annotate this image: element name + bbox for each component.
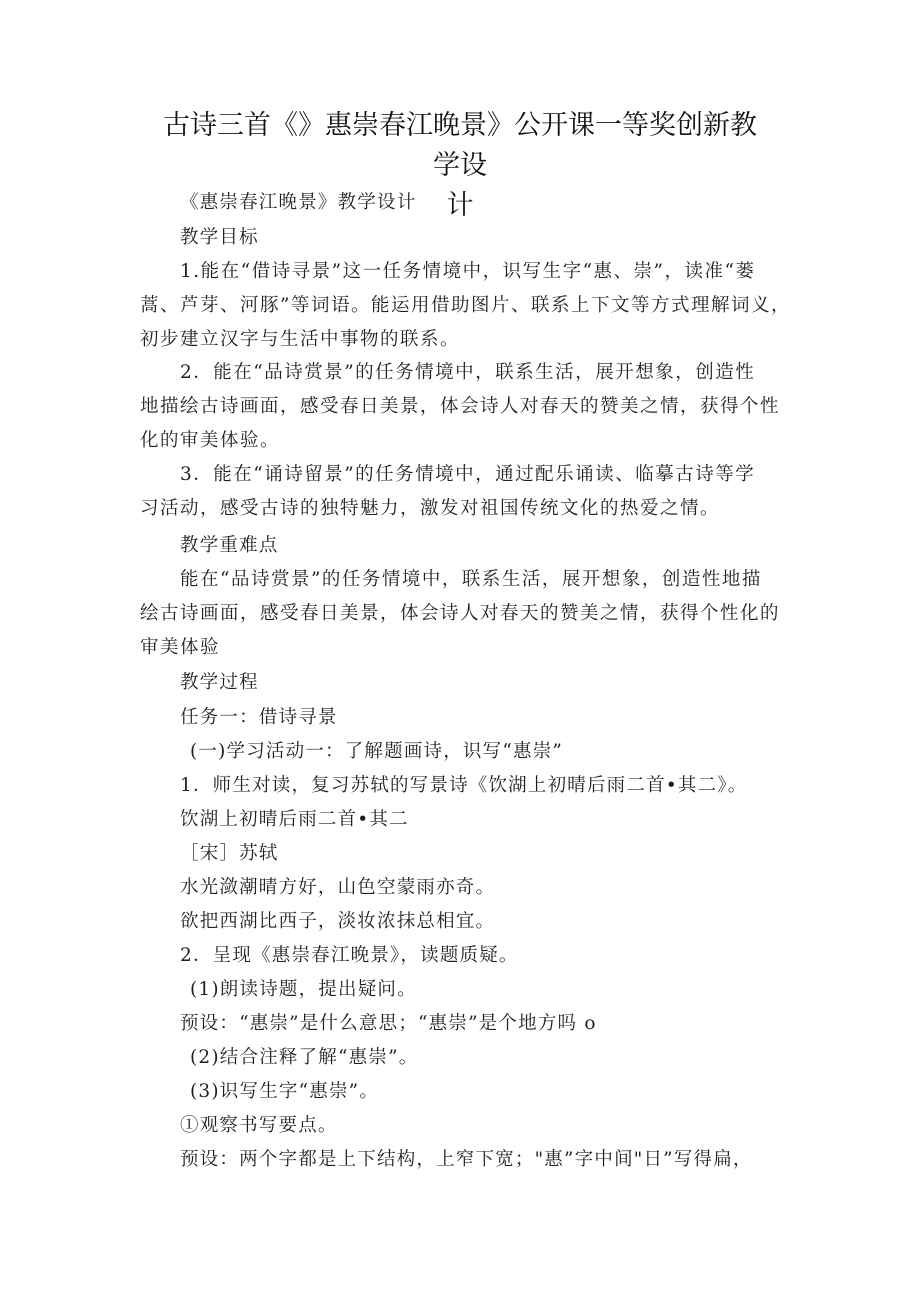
step-1-text: 1．师生对读，复习苏轼的写景诗《饮湖上初晴后雨二首•其二》。 (180, 775, 748, 796)
text-line: 化的审美体验。 (140, 430, 281, 451)
key-points-paragraph (140, 563, 780, 665)
title-line-2: 计 (446, 190, 474, 221)
design-subtitle: 《惠崇春江晚景》教学设计 (180, 192, 417, 213)
heading-key-points: 教学重难点 (180, 535, 279, 556)
task-1-heading: 任务一：借诗寻景 (180, 707, 338, 728)
poem-author: ［宋］苏轼 (180, 843, 279, 864)
preset-2-text: 预设：两个字都是上下结构，上窄下宽；"惠”字中间"日”写得扁， (180, 1149, 753, 1170)
text-line: 3．能在“诵诗留景”的任务情境中，通过配乐诵读、临摹古诗等学 (180, 464, 756, 485)
poem-title: 饮湖上初晴后雨二首•其二 (180, 809, 409, 830)
activity-1-heading: (一)学习活动一：了解题画诗，识写“惠崇” (190, 741, 564, 762)
sub-step-3: (3)识写生字“惠崇”。 (190, 1081, 380, 1102)
text-line: 1.能在“借诗寻景”这一任务情境中，识写生字“惠、崇”，读准“蒌 (180, 261, 756, 282)
text-line: 2．能在“品诗赏景”的任务情境中，联系生活，展开想象，创造性 (180, 362, 756, 383)
sub-step-1: (1)朗读诗题，提出疑问。 (190, 979, 417, 1000)
sub-step-2: (2)结合注释了解“惠崇”。 (190, 1047, 419, 1068)
step-2-text: 2．呈现《惠崇春江晚景》，读题质疑。 (180, 945, 519, 966)
circled-step-1: ①观察书写要点。 (180, 1115, 338, 1136)
poem-line-1: 水光潋潮晴方好，山色空蒙雨亦奇。 (180, 877, 496, 898)
text-line: 绘古诗画面，感受春日美景，体会诗人对春天的赞美之情，获得个性化的 (140, 603, 781, 624)
heading-process: 教学过程 (180, 672, 259, 693)
title-line-1: 古诗三首《》惠崇春江晚景》公开课一等奖创新教学设 (163, 110, 757, 181)
poem-line-2: 欲把西湖比西子，淡妆浓抹总相宜。 (180, 911, 496, 932)
preset-1-text: 预设：“惠崇”是什么意思；“惠崇”是个地方吗 o (180, 1013, 597, 1034)
text-line: 蒿、芦芽、河豚”等词语。能运用借助图片、联系上下文等方式理解词义， (140, 295, 791, 316)
heading-goals: 教学目标 (180, 227, 259, 248)
goal-1-paragraph (140, 255, 791, 357)
text-line: 习活动，感受古诗的独特魅力，激发对祖国传统文化的热爱之情。 (140, 498, 721, 519)
text-line: 能在“品诗赏景”的任务情境中，联系生活，展开想象，创造性地描 (180, 569, 762, 590)
text-line: 审美体验 (140, 637, 221, 658)
goal-2-paragraph (140, 356, 780, 458)
goal-3-paragraph (140, 458, 755, 526)
text-line: 初步建立汉字与生活中事物的联系。 (140, 329, 461, 350)
text-line: 地描绘古诗画面，感受春日美景，体会诗人对春天的赞美之情，获得个性 (140, 396, 781, 417)
